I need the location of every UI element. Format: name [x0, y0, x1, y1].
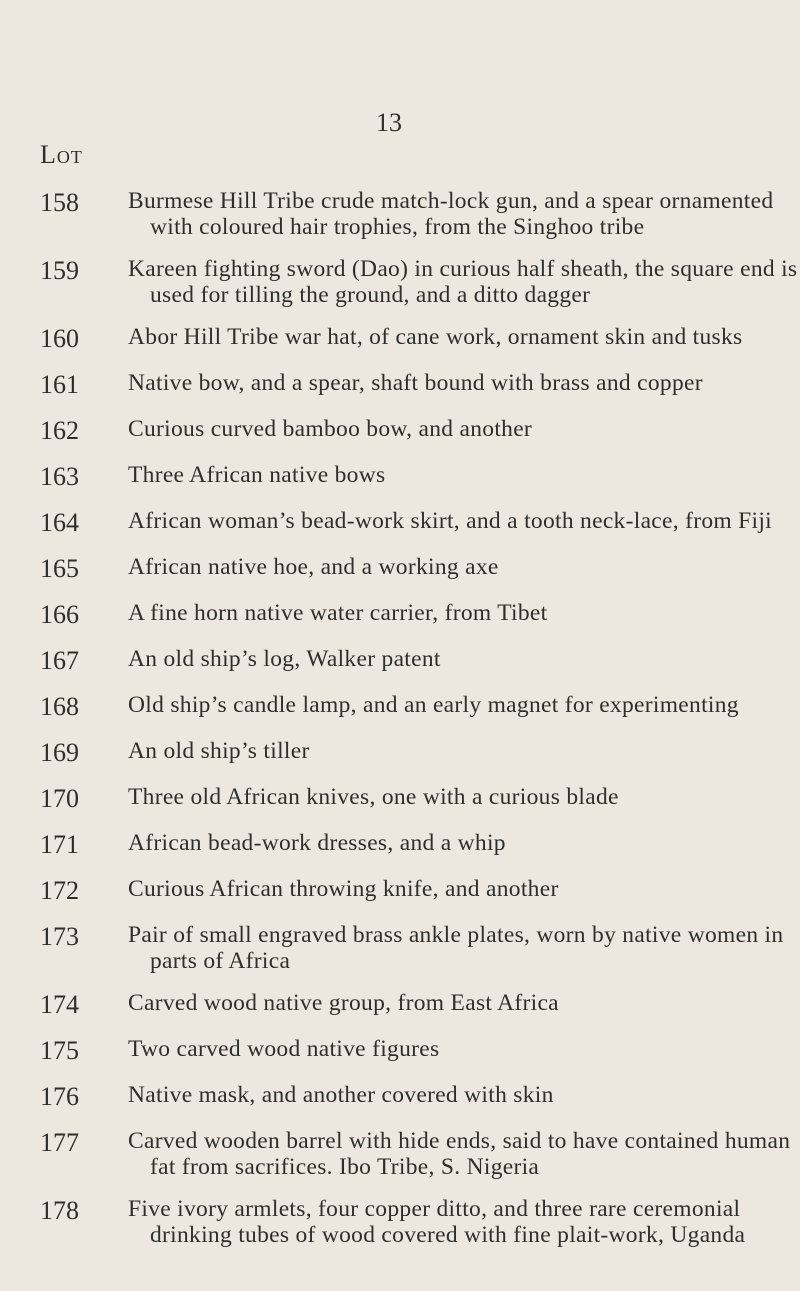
lot-description: Pair of small engraved brass ankle plates, worn by native women in parts of Africa: [128, 922, 784, 974]
lot-entry: [0, 738, 800, 768]
lot-entry: [0, 554, 800, 584]
lot-entry: [0, 784, 800, 814]
lot-number: 158: [40, 188, 79, 217]
lot-entry: [0, 600, 800, 630]
lot-entry: [0, 508, 800, 538]
lot-description: Native bow, and a spear, shaft bound with brass and copper: [128, 370, 703, 396]
lot-description: Kareen fighting sword (Dao) in curious half sheath, the square end is used for tilling the ground, and a ditto dagger: [128, 256, 798, 308]
lot-number: 169: [40, 738, 79, 767]
lot-description: Three African native bows: [128, 462, 386, 488]
lot-description: African native hoe, and a working axe: [128, 554, 499, 580]
lot-number: 162: [40, 416, 79, 445]
lot-description: Five ivory armlets, four copper ditto, and three rare ceremonial drinking tubes of wood covered with fine plait-work, Uganda: [128, 1196, 746, 1248]
lot-number: 170: [40, 784, 79, 813]
lot-entry: [0, 1036, 800, 1066]
lot-entry: [0, 646, 800, 676]
lot-description: An old ship’s log, Walker patent: [128, 646, 441, 672]
lot-description: African bead-work dresses, and a whip: [128, 830, 506, 856]
lot-entry: [0, 876, 800, 906]
page-number: 13: [376, 108, 402, 137]
lot-entry: [0, 188, 800, 240]
lot-number: 165: [40, 554, 79, 583]
lot-number: 166: [40, 600, 79, 629]
lot-number: 173: [40, 922, 79, 951]
lot-description: Carved wooden barrel with hide ends, said to have contained human fat from sacrifices. Ibo Tribe, S. Nigeria: [128, 1128, 791, 1180]
lot-number: 159: [40, 256, 79, 285]
lot-description: Old ship’s candle lamp, and an early magnet for experimenting: [128, 692, 739, 718]
lot-number: 161: [40, 370, 79, 399]
lot-entry: [0, 990, 800, 1020]
lot-entry: [0, 324, 800, 354]
lot-number: 172: [40, 876, 79, 905]
lot-entry: [0, 370, 800, 400]
lot-entry: [0, 1082, 800, 1112]
lot-entry: [0, 692, 800, 722]
lot-number: 163: [40, 462, 79, 491]
lot-number: 176: [40, 1082, 79, 1111]
lot-description: Abor Hill Tribe war hat, of cane work, ornament skin and tusks: [128, 324, 743, 350]
lot-entry: [0, 462, 800, 492]
lot-description: Curious African throwing knife, and another: [128, 876, 559, 902]
lot-description: A fine horn native water carrier, from Tibet: [128, 600, 548, 626]
lot-column-heading: Lot: [40, 140, 83, 169]
lot-description: Carved wood native group, from East Africa: [128, 990, 559, 1016]
lot-description: Native mask, and another covered with skin: [128, 1082, 554, 1108]
lot-number: 167: [40, 646, 79, 675]
lot-description: African woman’s bead-work skirt, and a tooth neck-lace, from Fiji: [128, 508, 773, 534]
lot-description: Two carved wood native figures: [128, 1036, 440, 1062]
lot-number: 164: [40, 508, 79, 537]
lot-number: 171: [40, 830, 79, 859]
lot-description: Curious curved bamboo bow, and another: [128, 416, 533, 442]
lot-entry: [0, 1196, 800, 1248]
lot-entry: [0, 416, 800, 446]
lot-number: 177: [40, 1128, 79, 1157]
lot-number: 168: [40, 692, 79, 721]
lot-number: 160: [40, 324, 79, 353]
lot-number: 178: [40, 1196, 79, 1225]
lot-entry: [0, 830, 800, 860]
lot-number: 175: [40, 1036, 79, 1065]
lot-entry: [0, 256, 800, 308]
lot-number: 174: [40, 990, 79, 1019]
lot-entry: [0, 922, 800, 974]
lot-description: Burmese Hill Tribe crude match-lock gun, and a spear ornamented with coloured hair trophies, from the Singhoo tribe: [128, 188, 774, 240]
lot-description: An old ship’s tiller: [128, 738, 310, 764]
lot-description: Three old African knives, one with a curious blade: [128, 784, 619, 810]
lot-entry: [0, 1128, 800, 1180]
